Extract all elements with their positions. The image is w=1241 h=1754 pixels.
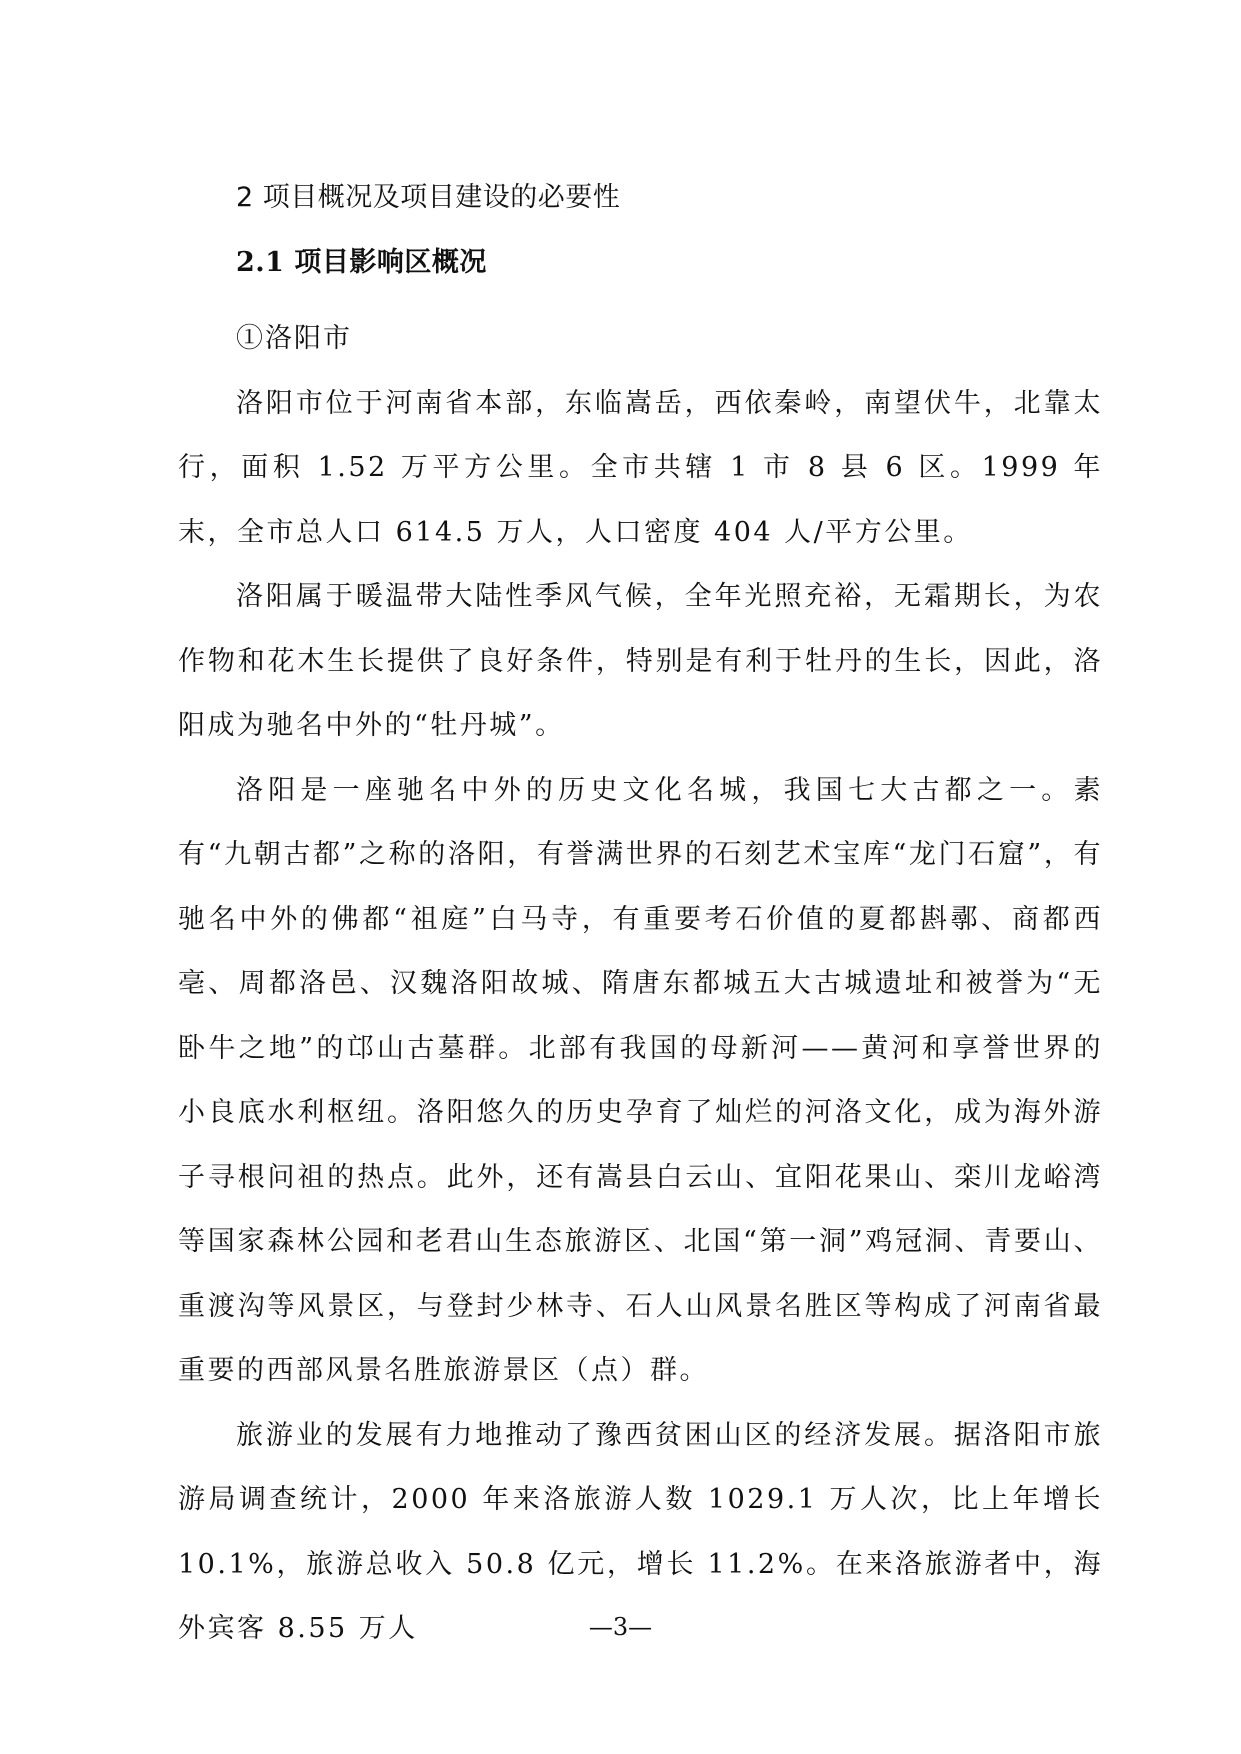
paragraph-climate: 洛阳属于暖温带大陆性季风气候，全年光照充裕，无霜期长，为农作物和花木生长提供了良好条件，特别是有利于牡丹的生长，因此，洛阳成为驰名中外的“牡丹城”。 xyxy=(178,581,1103,741)
section-title: 2 项目概况及项目建设的必要性 xyxy=(236,182,621,213)
paragraph-history: 洛阳是一座驰名中外的历史文化名城，我国七大古都之一。素有“九朝古都”之称的洛阳，有誉满世界的石刻艺术宝库“龙门石窟”，有驰名中外的佛都“祖庭”白马寺，有重要考石价值的夏都斟鄩、商都西亳、周都洛邑、汉魏洛阳故城、隋唐东都城五大古城遗址和被誉为“无卧牛之地”的邙山古墓群。北部有我国的母新河——黄河和享誉世界的小良底水利枢纽。洛阳悠久的历史孕育了灿烂的河洛文化，成为海外游子寻根问祖的热点。此外，还有嵩县白云山、宜阳花果山、栾川龙峪湾等国家森林公园和老君山生态旅游区、北国“第一洞”鸡冠洞、青要山、重渡沟等风景区，与登封少林寺、石人山风景名胜区等构成了河南省最重要的西部风景名胜旅游景区（点）群。 xyxy=(178,774,1103,1386)
city-heading: ①洛阳市 xyxy=(236,323,352,354)
page-number: —3— xyxy=(588,1613,653,1641)
subsection-title: 2.1 项目影响区概况 xyxy=(236,247,487,278)
paragraph-tourism: 旅游业的发展有力地推动了豫西贫困山区的经济发展。据洛阳市旅游局调查统计，2000 年来洛旅游人数 1029.1 万人次，比上年增长 10.1%，旅游总收入 50.8 亿元，增长 11.2%。在来洛旅游者中，海外宾客 8.55 万人 xyxy=(178,1419,1103,1644)
body-text xyxy=(178,307,1103,1662)
paragraph-location: 洛阳市位于河南省本部，东临嵩岳，西依秦岭，南望伏牛，北靠太行，面积 1.52 万平方公里。全市共辖 1 市 8 县 6 区。1999 年末，全市总人口 614.5 万人，人口密度 404 人/平方公里。 xyxy=(178,387,1103,548)
